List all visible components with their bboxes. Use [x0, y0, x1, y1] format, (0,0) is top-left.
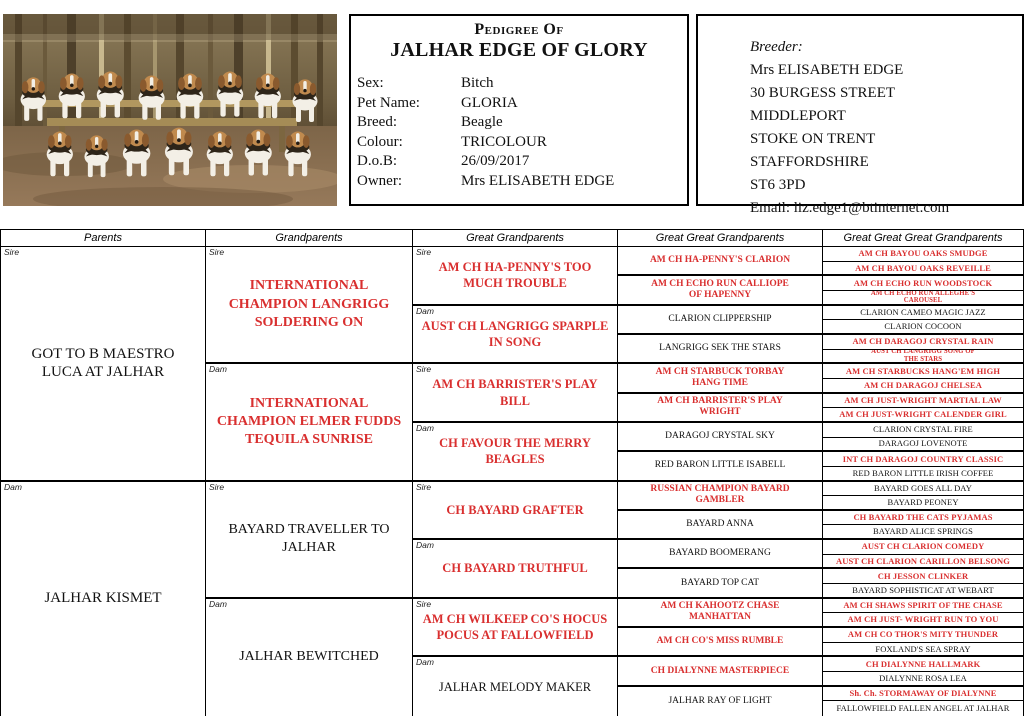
pedigree-cell	[823, 657, 1024, 672]
dog-name: RED BARON LITTLE ISABELL	[655, 460, 786, 471]
pedigree-cell	[413, 540, 618, 599]
pedigree-cell	[823, 247, 1024, 262]
sire-dam-label: Sire	[416, 482, 431, 492]
breeder-street: 30 BURGESS STREET	[750, 82, 1022, 105]
pedigree-cell	[413, 306, 618, 365]
dog-name: INTERNATIONAL CHAMPION LANGRIGG SOLDERING ON	[206, 277, 412, 332]
pedigree-cell	[618, 306, 823, 335]
field-value: 26/09/2017	[461, 152, 687, 172]
dog-name: JALHAR RAY OF LIGHT	[668, 696, 771, 707]
dog-name: AUST CH LANGRIGG SONG OF THE STARS	[869, 350, 977, 364]
dog-name: AM CH BARRISTER'S PLAY WRIGHT	[645, 396, 795, 418]
pedigree-header-box	[349, 14, 689, 206]
dog-name: BAYARD GOES ALL DAY	[874, 484, 972, 493]
dog-name: RUSSIAN CHAMPION BAYARD GAMBLER	[645, 484, 795, 506]
column-header-1: Parents	[1, 230, 206, 246]
field-colour	[357, 133, 687, 153]
dog-name: CH BAYARD THE CATS PYJAMAS	[853, 513, 992, 522]
pedigree-cell	[206, 364, 413, 481]
dog-name: CLARION CAMEO MAGIC JAZZ	[860, 308, 985, 317]
dog-name: BAYARD PEONEY	[887, 498, 958, 507]
pedigree-generation-2	[206, 247, 413, 716]
pedigree-cell	[618, 335, 823, 364]
dog-name: AM CH JUST- WRIGHT RUN TO YOU	[848, 615, 999, 624]
pedigree-cell	[823, 364, 1024, 379]
column-header-4: Great Great Grandparents	[618, 230, 823, 246]
sire-dam-label: Sire	[416, 247, 431, 257]
dog-name: BAYARD BOOMERANG	[669, 548, 771, 559]
dog-name: AM CH BAYOU OAKS REVEILLE	[855, 264, 991, 273]
pedigree-cell	[618, 364, 823, 393]
dog-name: AM CH JUST-WRIGHT CALENDER GIRL	[839, 410, 1006, 419]
dog-name: BAYARD TRAVELLER TO JALHAR	[206, 521, 412, 557]
pedigree-cell	[618, 599, 823, 628]
pedigree-cell	[206, 247, 413, 364]
dog-name: DARAGOJ LOVENOTE	[879, 439, 968, 448]
dog-name: LANGRIGG SEK THE STARS	[659, 343, 781, 354]
sire-dam-label: Dam	[416, 306, 434, 316]
pedigree-generation-5	[823, 247, 1024, 716]
dog-name: AM CH CO'S MISS RUMBLE	[657, 636, 784, 647]
dog-name: AM CH ECHO RUN CALLIOPE OF HAPENNY	[645, 279, 795, 301]
field-owner	[357, 172, 687, 192]
pedigree-cell	[823, 276, 1024, 291]
pedigree-cell	[823, 408, 1024, 423]
pedigree-cell	[206, 482, 413, 599]
dog-name: CH DIALYNNE HALLMARK	[866, 660, 981, 669]
beagles-photo	[3, 14, 337, 206]
breeder-name: Mrs ELISABETH EDGE	[750, 59, 1022, 82]
dog-name: AM CH KAHOOTZ CHASE MANHATTAN	[645, 601, 795, 623]
dog-name: FOXLAND'S SEA SPRAY	[875, 645, 970, 654]
pedigree-cell	[618, 276, 823, 305]
sire-dam-label: Dam	[209, 364, 227, 374]
sire-dam-label: Dam	[416, 657, 434, 667]
dog-name-title: JALHAR EDGE OF GLORY	[351, 39, 687, 62]
pedigree-cell	[823, 423, 1024, 438]
pedigree-cell	[618, 482, 823, 511]
pedigree-table-header	[1, 230, 1024, 247]
breeder-city: STOKE ON TRENT	[750, 128, 1022, 151]
dog-name: AM CH HA-PENNY'S TOO MUCH TROUBLE	[413, 259, 617, 292]
pedigree-cell	[823, 262, 1024, 277]
pedigree-cell	[823, 613, 1024, 628]
pedigree-cell	[618, 423, 823, 452]
column-header-3: Great Grandparents	[413, 230, 618, 246]
pedigree-cell	[823, 335, 1024, 350]
dog-name: CH BAYARD GRAFTER	[438, 502, 591, 518]
pedigree-cell	[823, 672, 1024, 687]
dog-name: AUST CH CLARION CARILLON BELSONG	[836, 557, 1010, 566]
dog-name: JALHAR MELODY MAKER	[431, 679, 599, 695]
dog-name: AM CH DARAGOJ CHELSEA	[864, 381, 982, 390]
dog-name: CH DIALYNNE MASTERPIECE	[651, 666, 789, 677]
pedigree-cell	[1, 247, 206, 482]
field-pet-name	[357, 94, 687, 114]
sire-dam-label: Dam	[416, 423, 434, 433]
dog-name: AM CH WILKEEP CO'S HOCUS POCUS AT FALLOWFIELD	[413, 611, 617, 644]
pedigree-cell	[823, 599, 1024, 614]
field-value: Bitch	[461, 74, 687, 94]
pedigree-cell	[413, 657, 618, 716]
dog-name: CLARION COCOON	[884, 322, 961, 331]
dog-name: DIALYNNE ROSA LEA	[879, 674, 967, 683]
pedigree-cell	[618, 511, 823, 540]
dog-name: BAYARD SOPHISTICAT AT WEBART	[852, 586, 994, 595]
pedigree-cell	[618, 687, 823, 716]
breeder-county: STAFFORDSHIRE	[750, 151, 1022, 174]
column-header-5: Great Great Great Grandparents	[823, 230, 1024, 246]
pedigree-cell	[413, 482, 618, 541]
dog-name: AM CH STARBUCK TORBAY HANG TIME	[645, 367, 795, 389]
dog-name: DARAGOJ CRYSTAL SKY	[665, 431, 775, 442]
pedigree-cell	[823, 628, 1024, 643]
pedigree-cell	[823, 496, 1024, 511]
pedigree-cell	[413, 599, 618, 658]
pedigree-cell	[823, 687, 1024, 702]
pedigree-cell	[618, 394, 823, 423]
dog-name: INT CH DARAGOJ COUNTRY CLASSIC	[843, 455, 1003, 464]
field-label: Colour:	[357, 133, 461, 153]
pedigree-cell	[413, 364, 618, 423]
field-label: D.o.B:	[357, 152, 461, 172]
dog-name: RED BARON LITTLE IRISH COFFEE	[853, 469, 994, 478]
pedigree-of-title: Pedigree Of	[351, 21, 687, 39]
pedigree-cell	[823, 394, 1024, 409]
pedigree-table	[0, 229, 1024, 716]
field-dob	[357, 152, 687, 172]
dog-name: JALHAR BEWITCHED	[229, 648, 389, 666]
sire-dam-label: Sire	[209, 482, 224, 492]
dog-name: AM CH BAYOU OAKS SMUDGE	[858, 249, 987, 258]
field-breed	[357, 113, 687, 133]
dog-name: AM CH ECHO RUN WOODSTOCK	[854, 279, 993, 288]
dog-name: CLARION CLIPPERSHIP	[668, 314, 771, 325]
dog-name: GOT TO B MAESTRO LUCA AT JALHAR	[1, 345, 205, 383]
pedigree-cell	[823, 438, 1024, 453]
pedigree-cell	[823, 540, 1024, 555]
dog-name: BAYARD ANNA	[686, 519, 753, 530]
sire-dam-label: Dam	[416, 540, 434, 550]
dog-name: AM CH CO THOR'S MITY THUNDER	[848, 630, 998, 639]
pedigree-cell	[823, 569, 1024, 584]
pedigree-cell	[618, 247, 823, 276]
dog-name: CH FAVOUR THE MERRY BEAGLES	[413, 435, 617, 468]
pedigree-cell	[618, 657, 823, 686]
breeder-box	[696, 14, 1024, 206]
field-value: GLORIA	[461, 94, 687, 114]
pedigree-generation-1	[1, 247, 206, 716]
breeder-town: MIDDLEPORT	[750, 105, 1022, 128]
sire-dam-label: Sire	[416, 364, 431, 374]
dog-name: Sh. Ch. STORMAWAY OF DIALYNNE	[850, 689, 997, 698]
pedigree-cell	[823, 452, 1024, 467]
field-sex	[357, 74, 687, 94]
sire-dam-label: Sire	[4, 247, 19, 257]
pedigree-cell	[618, 569, 823, 598]
dog-name: BAYARD ALICE SPRINGS	[873, 527, 973, 536]
dog-name: BAYARD TOP CAT	[681, 578, 759, 589]
pedigree-cell	[413, 247, 618, 306]
breeder-label: Breeder:	[750, 36, 1022, 59]
breeder-email: Email: liz.edge1@btinternet.com	[750, 197, 1022, 220]
pedigree-cell	[823, 643, 1024, 658]
field-value: Mrs ELISABETH EDGE	[461, 172, 687, 192]
dog-name: INTERNATIONAL CHAMPION ELMER FUDDS TEQUILA SUNRISE	[206, 395, 412, 450]
breeder-postcode: ST6 3PD	[750, 174, 1022, 197]
pedigree-generation-3	[413, 247, 618, 716]
column-header-2: Grandparents	[206, 230, 413, 246]
pedigree-cell	[413, 423, 618, 482]
dog-name: CLARION CRYSTAL FIRE	[873, 425, 973, 434]
pedigree-cell	[823, 306, 1024, 321]
field-value: Beagle	[461, 113, 687, 133]
pedigree-cell	[823, 511, 1024, 526]
dog-name: AM CH BARRISTER'S PLAY BILL	[413, 376, 617, 409]
pedigree-cell	[823, 291, 1024, 306]
pedigree-cell	[618, 628, 823, 657]
sire-dam-label: Dam	[4, 482, 22, 492]
pedigree-cell	[823, 467, 1024, 482]
pedigree-cell	[823, 701, 1024, 716]
pedigree-cell	[1, 482, 206, 716]
field-label: Breed:	[357, 113, 461, 133]
pedigree-cell	[823, 379, 1024, 394]
pedigree-columns	[1, 247, 1024, 716]
dog-name: JALHAR KISMET	[32, 589, 173, 608]
sire-dam-label: Sire	[416, 599, 431, 609]
sire-dam-label: Sire	[209, 247, 224, 257]
dog-name: AM CH HA-PENNY'S CLARION	[650, 255, 790, 266]
pedigree-cell	[823, 525, 1024, 540]
dog-name: AM CH JUST-WRIGHT MARTIAL LAW	[844, 396, 1002, 405]
dog-name: AUST CH CLARION COMEDY	[862, 542, 985, 551]
dog-name: CH BAYARD TRUTHFUL	[434, 560, 595, 576]
dog-name: AM CH SHAWS SPIRIT OF THE CHASE	[843, 601, 1002, 610]
beagles-photo-illustration	[3, 14, 337, 206]
pedigree-generation-4	[618, 247, 823, 716]
pedigree-cell	[823, 555, 1024, 570]
field-label: Owner:	[357, 172, 461, 192]
dog-name: AM CH DARAGOJ CRYSTAL RAIN	[853, 337, 994, 346]
pedigree-cell	[823, 584, 1024, 599]
pedigree-cell	[618, 540, 823, 569]
dog-name: FALLOWFIELD FALLEN ANGEL AT JALHAR	[836, 704, 1009, 713]
pedigree-cell	[618, 452, 823, 481]
pedigree-cell	[823, 482, 1024, 497]
pedigree-cell	[823, 320, 1024, 335]
pedigree-cell	[823, 350, 1024, 365]
sire-dam-label: Dam	[209, 599, 227, 609]
dog-details	[351, 74, 687, 191]
dog-name: AM CH ECHO RUN ALLEGHE'S CAROUSEL	[869, 291, 977, 305]
field-value: TRICOLOUR	[461, 133, 687, 153]
dog-name: AUST CH LANGRIGG SPARPLE IN SONG	[413, 318, 617, 351]
field-label: Sex:	[357, 74, 461, 94]
dog-name: AM CH STARBUCKS HANG'EM HIGH	[846, 367, 1000, 376]
dog-name: CH JESSON CLINKER	[878, 572, 969, 581]
field-label: Pet Name:	[357, 94, 461, 114]
pedigree-cell	[206, 599, 413, 716]
